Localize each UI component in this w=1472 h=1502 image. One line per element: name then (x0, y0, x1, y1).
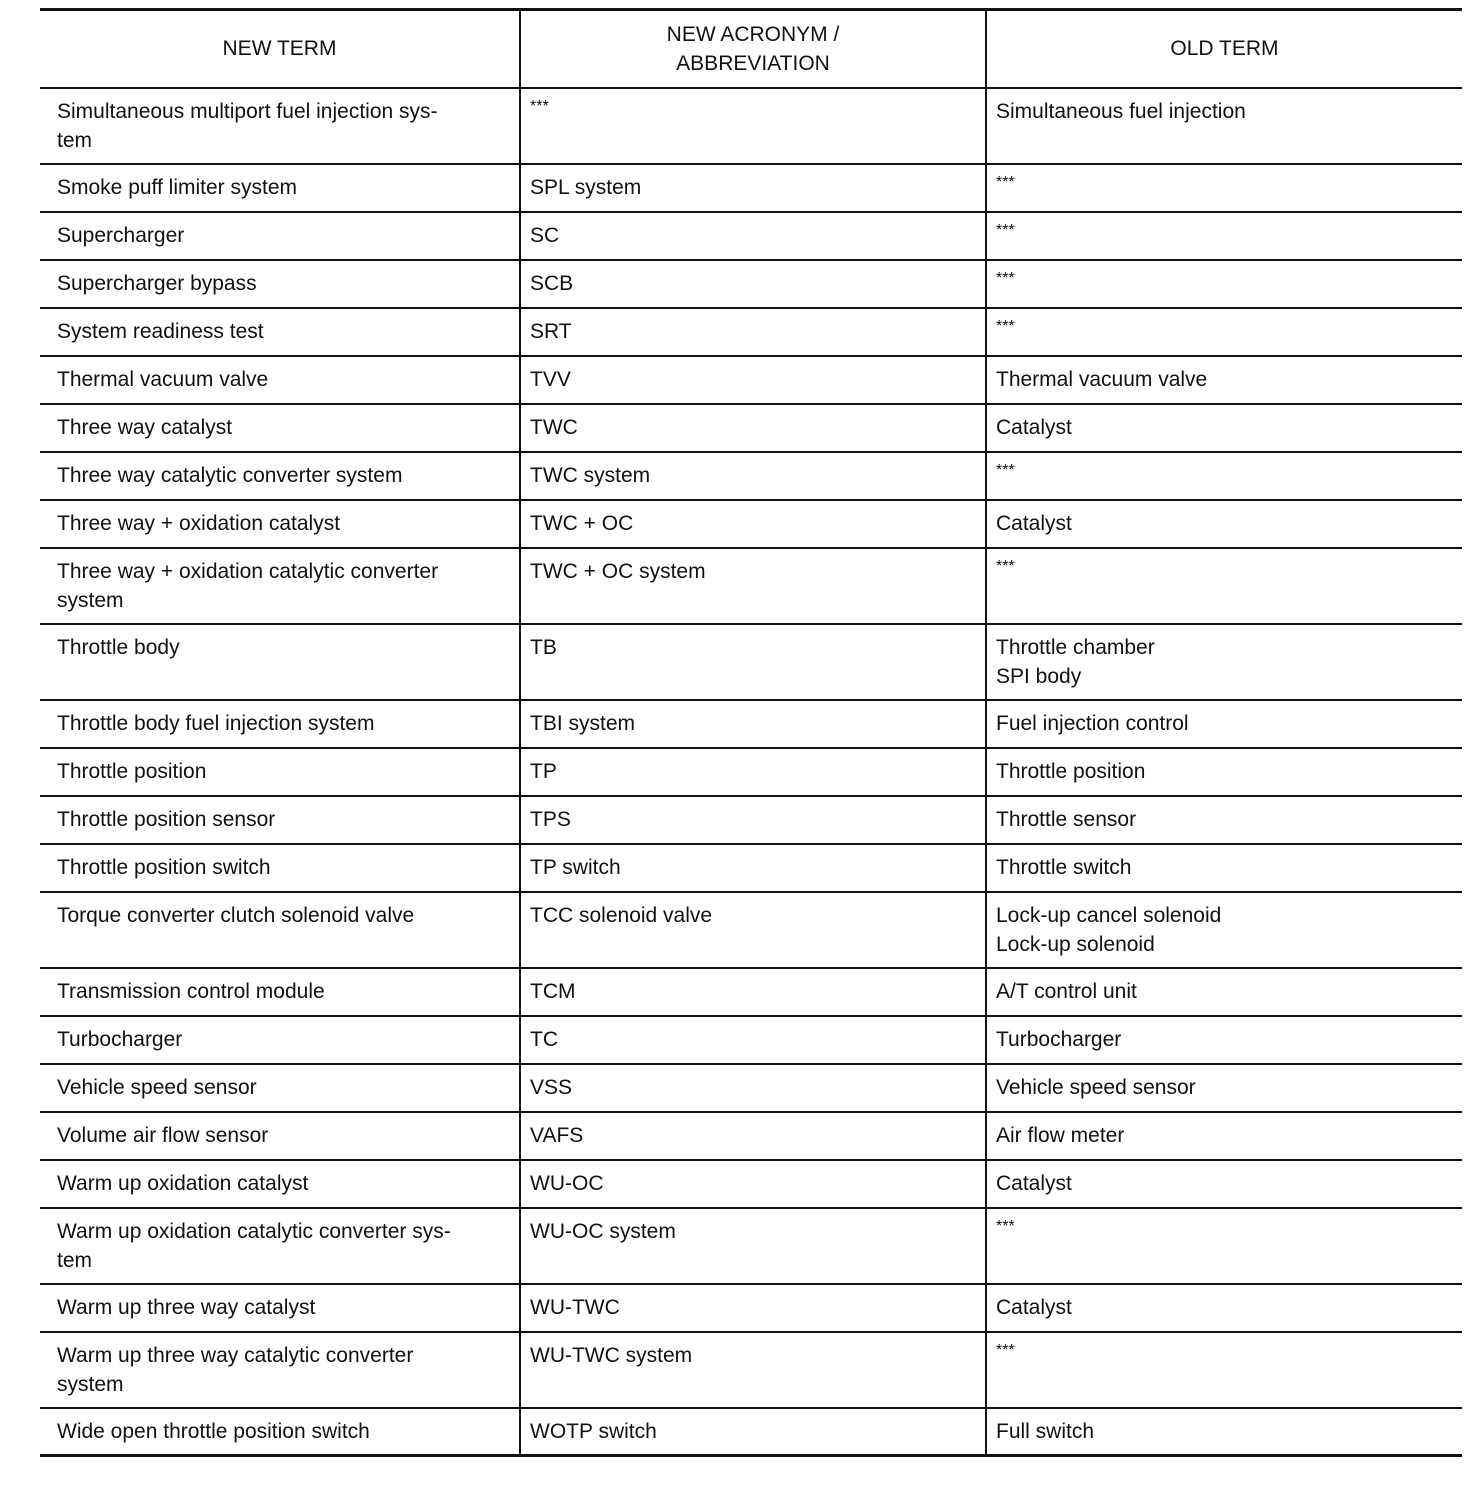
new-term-cell: Throttle position (40, 748, 520, 796)
table-row (40, 1332, 1462, 1408)
old-term-cell: Throttle position (986, 748, 1462, 796)
table-row (40, 88, 1462, 164)
new-term-cell: Throttle body fuel injection system (40, 700, 520, 748)
old-term-cell: *** (986, 452, 1462, 500)
acronym-cell: TVV (520, 356, 986, 404)
table-row (40, 1016, 1462, 1064)
table-row (40, 844, 1462, 892)
old-term-cell: Throttle chamber SPI body (986, 624, 1462, 700)
new-term-cell: Warm up oxidation catalyst (40, 1160, 520, 1208)
old-term-cell: *** (986, 164, 1462, 212)
old-term-cell: Catalyst (986, 1160, 1462, 1208)
old-term-cell: Vehicle speed sensor (986, 1064, 1462, 1112)
table-row (40, 500, 1462, 548)
old-term-cell: A/T control unit (986, 968, 1462, 1016)
table-row (40, 1284, 1462, 1332)
acronym-cell: TWC (520, 404, 986, 452)
new-term-cell: System readiness test (40, 308, 520, 356)
table-row (40, 968, 1462, 1016)
header-new-term: NEW TERM (40, 10, 520, 88)
table-row (40, 700, 1462, 748)
old-term-cell: Catalyst (986, 500, 1462, 548)
old-term-cell: *** (986, 212, 1462, 260)
table-row (40, 1112, 1462, 1160)
new-term-cell: Simultaneous multiport fuel injection sys- tem (40, 88, 520, 164)
new-term-cell: Three way + oxidation catalyst (40, 500, 520, 548)
table-row (40, 892, 1462, 968)
table-row (40, 1408, 1462, 1456)
table-row (40, 748, 1462, 796)
acronym-cell: TB (520, 624, 986, 700)
table-row (40, 260, 1462, 308)
acronym-cell: SCB (520, 260, 986, 308)
old-term-cell: Lock-up cancel solenoid Lock-up solenoid (986, 892, 1462, 968)
old-term-cell: Throttle sensor (986, 796, 1462, 844)
old-term-cell: Air flow meter (986, 1112, 1462, 1160)
acronym-cell: TWC + OC (520, 500, 986, 548)
terminology-sheet (40, 8, 1462, 1457)
old-term-cell: *** (986, 260, 1462, 308)
table-row (40, 404, 1462, 452)
acronym-cell: TP (520, 748, 986, 796)
acronym-cell: TPS (520, 796, 986, 844)
old-term-cell: *** (986, 548, 1462, 624)
new-term-cell: Three way catalytic converter system (40, 452, 520, 500)
table-row (40, 624, 1462, 700)
new-term-cell: Three way catalyst (40, 404, 520, 452)
new-term-cell: Warm up three way catalytic converter system (40, 1332, 520, 1408)
table-header (40, 10, 1462, 88)
new-term-cell: Supercharger bypass (40, 260, 520, 308)
old-term-cell: Throttle switch (986, 844, 1462, 892)
new-term-cell: Wide open throttle position switch (40, 1408, 520, 1456)
table-body (40, 88, 1462, 1456)
acronym-cell: SPL system (520, 164, 986, 212)
old-term-cell: Full switch (986, 1408, 1462, 1456)
new-term-cell: Warm up oxidation catalytic converter sys- tem (40, 1208, 520, 1284)
acronym-cell: SRT (520, 308, 986, 356)
acronym-cell: WOTP switch (520, 1408, 986, 1456)
old-term-cell: Turbocharger (986, 1016, 1462, 1064)
acronym-cell: TWC + OC system (520, 548, 986, 624)
header-row (40, 10, 1462, 88)
acronym-cell: TC (520, 1016, 986, 1064)
acronym-cell: WU-OC system (520, 1208, 986, 1284)
acronym-cell: TP switch (520, 844, 986, 892)
table-row (40, 212, 1462, 260)
new-term-cell: Three way + oxidation catalytic converter system (40, 548, 520, 624)
old-term-cell: *** (986, 1332, 1462, 1408)
new-term-cell: Transmission control module (40, 968, 520, 1016)
acronym-cell: WU-OC (520, 1160, 986, 1208)
table-row (40, 452, 1462, 500)
table-row (40, 1208, 1462, 1284)
new-term-cell: Throttle body (40, 624, 520, 700)
acronym-cell: SC (520, 212, 986, 260)
new-term-cell: Supercharger (40, 212, 520, 260)
new-term-cell: Throttle position sensor (40, 796, 520, 844)
old-term-cell: *** (986, 1208, 1462, 1284)
acronym-cell: *** (520, 88, 986, 164)
new-term-cell: Smoke puff limiter system (40, 164, 520, 212)
table-row (40, 308, 1462, 356)
header-old-term: OLD TERM (986, 10, 1462, 88)
acronym-cell: VSS (520, 1064, 986, 1112)
table-row (40, 1064, 1462, 1112)
new-term-cell: Thermal vacuum valve (40, 356, 520, 404)
new-term-cell: Warm up three way catalyst (40, 1284, 520, 1332)
new-term-cell: Torque converter clutch solenoid valve (40, 892, 520, 968)
acronym-cell: WU-TWC (520, 1284, 986, 1332)
table-row (40, 796, 1462, 844)
table-row (40, 1160, 1462, 1208)
old-term-cell: *** (986, 308, 1462, 356)
table-row (40, 164, 1462, 212)
terminology-table (40, 8, 1462, 1457)
new-term-cell: Throttle position switch (40, 844, 520, 892)
table-row (40, 356, 1462, 404)
acronym-cell: TBI system (520, 700, 986, 748)
header-new-acronym: NEW ACRONYM / ABBREVIATION (520, 10, 986, 88)
old-term-cell: Thermal vacuum valve (986, 356, 1462, 404)
new-term-cell: Vehicle speed sensor (40, 1064, 520, 1112)
acronym-cell: TWC system (520, 452, 986, 500)
old-term-cell: Simultaneous fuel injection (986, 88, 1462, 164)
acronym-cell: VAFS (520, 1112, 986, 1160)
old-term-cell: Catalyst (986, 404, 1462, 452)
acronym-cell: WU-TWC system (520, 1332, 986, 1408)
old-term-cell: Catalyst (986, 1284, 1462, 1332)
table-row (40, 548, 1462, 624)
new-term-cell: Volume air flow sensor (40, 1112, 520, 1160)
acronym-cell: TCM (520, 968, 986, 1016)
new-term-cell: Turbocharger (40, 1016, 520, 1064)
acronym-cell: TCC solenoid valve (520, 892, 986, 968)
old-term-cell: Fuel injection control (986, 700, 1462, 748)
